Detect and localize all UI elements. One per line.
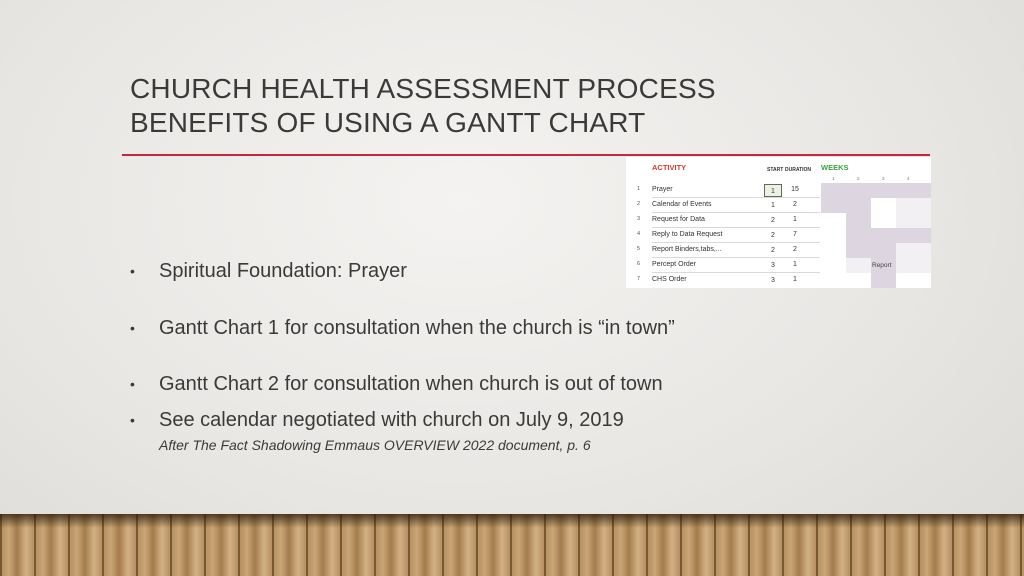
bullet-text: Gantt Chart 1 for consultation when the church is “in town” (159, 317, 675, 339)
gantt-start-value: 2 (771, 247, 775, 254)
bullet-text: Gantt Chart 2 for consultation when church is out of town (159, 373, 663, 395)
gantt-activity-name: Reply to Data Request (652, 231, 723, 238)
gantt-duration-value: 1 (793, 216, 797, 223)
gantt-start-value: 3 (771, 262, 775, 269)
gantt-duration-value: 2 (793, 201, 797, 208)
gantt-start-value: 1 (764, 184, 782, 197)
title-line-1: CHURCH HEALTH ASSESSMENT PROCESS (130, 73, 716, 104)
gantt-activity-name: Prayer (652, 186, 673, 193)
gantt-start-value: 2 (771, 232, 775, 239)
gantt-row-number: 2 (637, 201, 641, 207)
gantt-header-activity: ACTIVITY (652, 163, 687, 172)
gantt-week-number: 4 (907, 176, 910, 181)
gantt-duration-value: 1 (793, 261, 797, 268)
gantt-activity-name: Calendar of Events (652, 201, 712, 208)
gantt-row (626, 183, 931, 198)
gantt-duration-value: 2 (793, 246, 797, 253)
gantt-duration-value: 1 (793, 276, 797, 283)
gantt-row-number: 5 (637, 246, 641, 252)
bullet-glyph: • (130, 320, 135, 336)
gantt-activity-name: Request for Data (652, 216, 705, 223)
bullet-glyph: • (130, 263, 135, 279)
gantt-activity-name: Percept Order (652, 261, 696, 268)
gantt-start-value: 3 (771, 277, 775, 284)
gantt-bar-label: Report (872, 262, 892, 269)
bullet-text: See calendar negotiated with church on July 9, 2019 (159, 409, 624, 431)
gantt-chart-image (626, 157, 931, 288)
source-note: After The Fact Shadowing Emmaus OVERVIEW 2022 document, p. 6 (159, 437, 591, 453)
gantt-header-duration: DURATION (785, 167, 812, 173)
gantt-row-number: 3 (637, 216, 641, 222)
gantt-week-number: 1 (832, 176, 835, 181)
gantt-row (626, 243, 931, 258)
gantt-start-value: 1 (771, 202, 775, 209)
gantt-row-number: 1 (637, 186, 641, 192)
gantt-row (626, 258, 931, 273)
bullet-text: Spiritual Foundation: Prayer (159, 260, 407, 282)
gantt-activity-name: Report Binders,tabs,... (652, 246, 722, 253)
gantt-row (626, 273, 931, 288)
title-line-2: BENEFITS OF USING A GANTT CHART (130, 107, 646, 138)
gantt-row (626, 198, 931, 213)
gantt-row (626, 213, 931, 228)
gantt-week-number: 2 (857, 176, 860, 181)
floor-shadow (0, 514, 1024, 528)
gantt-row (626, 228, 931, 243)
gantt-activity-name: CHS Order (652, 276, 687, 283)
gantt-row-number: 4 (637, 231, 641, 237)
gantt-header-start: START (767, 167, 784, 173)
bullet-glyph: • (130, 412, 135, 428)
bullet-glyph: • (130, 376, 135, 392)
gantt-week-number: 3 (882, 176, 885, 181)
slide-title (130, 72, 830, 140)
gantt-row-number: 6 (637, 261, 641, 267)
gantt-duration-value: 7 (793, 231, 797, 238)
gantt-start-value: 2 (771, 217, 775, 224)
gantt-row-number: 7 (637, 276, 641, 282)
gantt-duration-value: 15 (791, 186, 799, 193)
gantt-header-weeks: WEEKS (821, 163, 849, 172)
title-divider (122, 154, 930, 156)
